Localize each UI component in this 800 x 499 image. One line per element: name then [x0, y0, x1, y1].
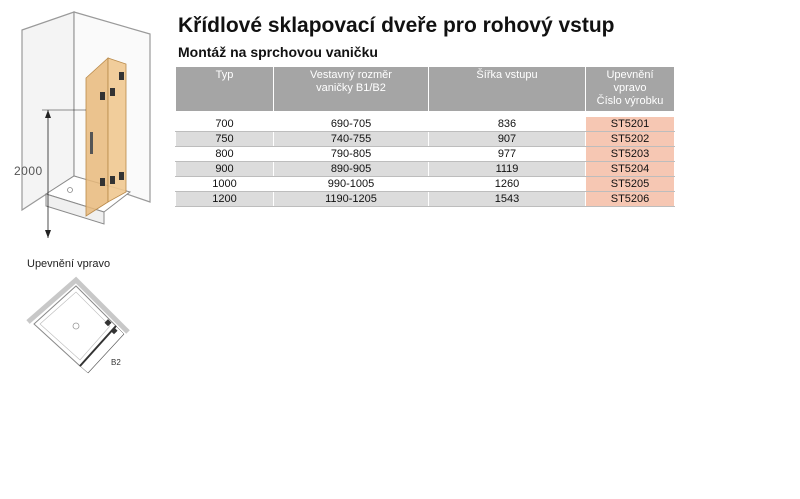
hinge-icon [100, 92, 105, 100]
hinge-icon [100, 178, 105, 186]
hinge-icon [110, 88, 115, 96]
cell-sirka: 1119 [429, 162, 586, 177]
cell-vestavny: 740-755 [274, 132, 429, 147]
cell-vestavny: 990-1005 [274, 177, 429, 192]
cell-typ: 900 [176, 162, 274, 177]
header-sirka: Šířka vstupu [429, 67, 586, 112]
cell-typ: 1200 [176, 192, 274, 207]
table-row [176, 117, 675, 132]
mount-label: Upevnění vpravo [27, 258, 111, 270]
spec-table [175, 66, 675, 207]
cell-vestavny: 690-705 [274, 117, 429, 132]
width-dimension-label: B2 [111, 358, 121, 367]
height-dimension-label: 2000 [14, 164, 43, 178]
shower-3d-drawing [12, 6, 162, 246]
cell-typ: 800 [176, 147, 274, 162]
cell-cislo: ST5203 [586, 147, 675, 162]
cell-typ: 700 [176, 117, 274, 132]
cell-cislo: ST5202 [586, 132, 675, 147]
header-vestavny: Vestavný rozměr vaničky B1/B2 [274, 67, 429, 112]
page-subtitle: Montáž na sprchovou vaničku [178, 44, 378, 60]
cell-sirka: 977 [429, 147, 586, 162]
cell-typ: 1000 [176, 177, 274, 192]
cell-sirka: 836 [429, 117, 586, 132]
table-row [176, 132, 675, 147]
table-row [176, 147, 675, 162]
tray-top-view [34, 286, 116, 366]
table-row [176, 162, 675, 177]
cell-vestavny: 890-905 [274, 162, 429, 177]
cell-cislo: ST5206 [586, 192, 675, 207]
header-upevneni: Upevnění vpravo Číslo výrobku [586, 67, 675, 112]
page-title: Křídlové sklapovací dveře pro rohový vstup [178, 14, 615, 37]
hinge-icon [110, 176, 115, 184]
cell-cislo: ST5204 [586, 162, 675, 177]
cell-sirka: 1543 [429, 192, 586, 207]
table-row [176, 177, 675, 192]
cell-cislo: ST5205 [586, 177, 675, 192]
hinge-icon [119, 172, 124, 180]
header-typ: Typ [176, 67, 274, 112]
glass-door-inner [86, 58, 108, 216]
cell-cislo: ST5201 [586, 117, 675, 132]
hinge-icon [119, 72, 124, 80]
cell-typ: 750 [176, 132, 274, 147]
table-header-row [176, 67, 675, 112]
table-row [176, 192, 675, 207]
handle-icon [90, 132, 93, 154]
cell-sirka: 907 [429, 132, 586, 147]
cell-vestavny: 1190-1205 [274, 192, 429, 207]
cell-sirka: 1260 [429, 177, 586, 192]
cell-vestavny: 790-805 [274, 147, 429, 162]
